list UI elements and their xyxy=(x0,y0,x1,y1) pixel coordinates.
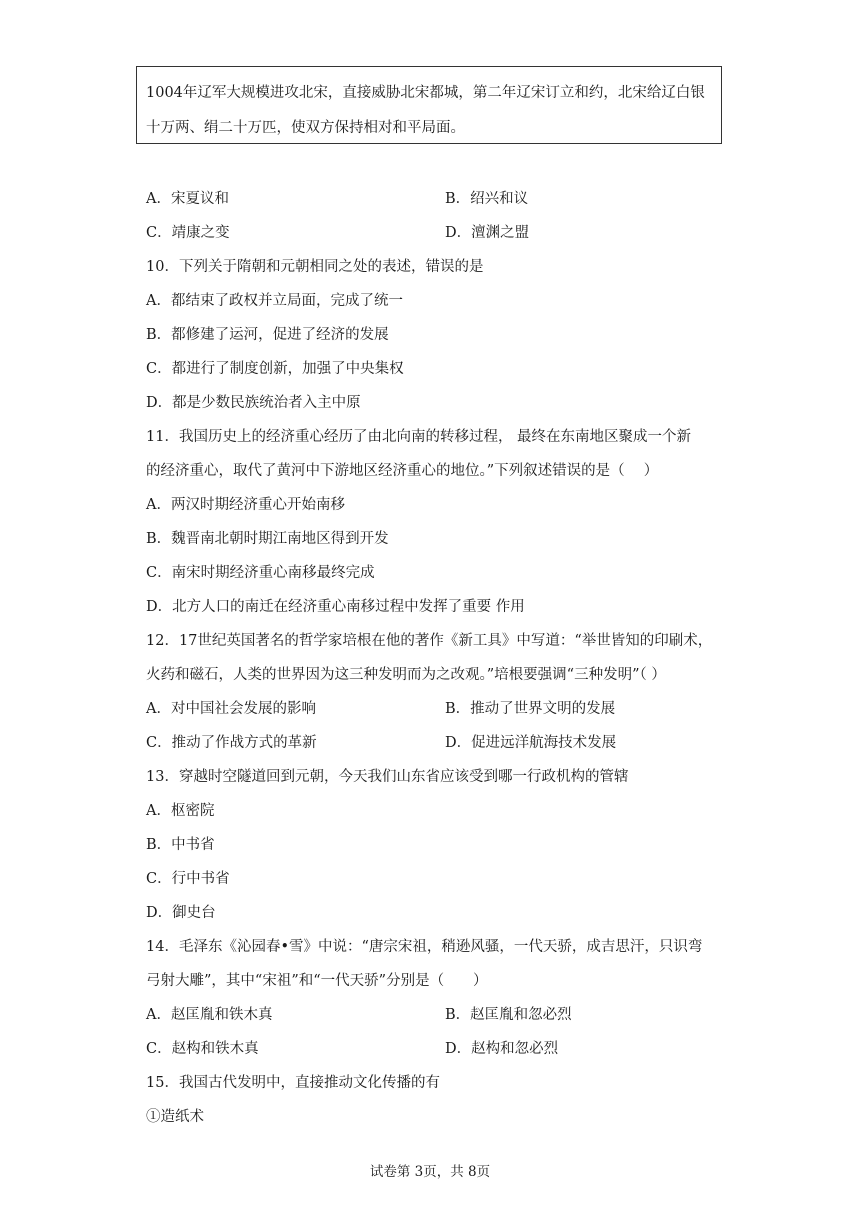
q12-option-b[interactable]: B．推动了世界文明的发展 xyxy=(445,701,616,717)
material-box xyxy=(136,66,722,144)
q13-option-a[interactable]: A．枢密院 xyxy=(146,803,215,819)
q12-option-a[interactable]: A．对中国社会发展的影响 xyxy=(146,701,316,717)
q14-option-b[interactable]: B．赵匡胤和忽必烈 xyxy=(445,1007,572,1023)
q10-option-b[interactable]: B．都修建了运河，促进了经济的发展 xyxy=(146,327,389,343)
q12-stem-line1: 12．17世纪英国著名的哲学家培根在他的著作《新工具》中写道：“举世皆知的印刷术， xyxy=(146,633,713,649)
q10-option-c[interactable]: C．都进行了制度创新，加强了中央集权 xyxy=(146,361,404,377)
material-text: 1004年辽军大规模进攻北宋，直接威胁北宋都城，第二年辽宋订立和约，北宋给辽白银十万两、绢二十万匹，使双方保持相对和平局面。 xyxy=(146,85,705,136)
q11-option-c[interactable]: C．南宋时期经济重心南移最终完成 xyxy=(146,565,375,581)
q15-stem: 15．我国古代发明中，直接推动文化传播的有 xyxy=(146,1075,440,1091)
q10-stem: 10．下列关于隋朝和元朝相同之处的表述，错误的是 xyxy=(146,259,484,275)
q13-stem: 13．穿越时空隧道回到元朝，今天我们山东省应该受到哪一行政机构的管辖 xyxy=(146,769,629,785)
q9-option-b[interactable]: B．绍兴和议 xyxy=(445,191,529,207)
q13-option-c[interactable]: C．行中书省 xyxy=(146,871,230,887)
q9-option-a[interactable]: A．宋夏议和 xyxy=(146,191,229,207)
q14-stem-line1: 14．毛泽东《沁园春•雪》中说：“唐宗宋祖，稍逊风骚，一代天骄，成吉思汗，只识弯 xyxy=(146,939,703,955)
q11-option-d[interactable]: D．北方人口的南迁在经济重心南移过程中发挥了重要 作用 xyxy=(146,599,525,615)
q14-stem-line2: 弓射大雕”，其中“宋祖”和“一代天骄”分别是（ ） xyxy=(146,973,488,989)
q11-stem-line2: 的经济重心，取代了黄河中下游地区经济重心的地位。”下列叙述错误的是（ ） xyxy=(146,463,659,479)
q10-option-a[interactable]: A．都结束了政权并立局面，完成了统一 xyxy=(146,293,403,309)
q12-option-d[interactable]: D．促进远洋航海技术发展 xyxy=(445,735,617,751)
q11-option-a[interactable]: A．两汉时期经济重心开始南移 xyxy=(146,497,345,513)
q13-option-b[interactable]: B．中书省 xyxy=(146,837,215,853)
q11-option-b[interactable]: B．魏晋南北朝时期江南地区得到开发 xyxy=(146,531,389,547)
q10-option-d[interactable]: D．都是少数民族统治者入主中原 xyxy=(146,395,361,411)
q14-option-a[interactable]: A．赵匡胤和铁木真 xyxy=(146,1007,273,1023)
q11-stem-line1: 11．我国历史上的经济重心经历了由北向南的转移过程， 最终在东南地区聚成一个新 xyxy=(146,429,692,445)
q9-option-d[interactable]: D．澶渊之盟 xyxy=(445,225,530,241)
q12-option-c[interactable]: C．推动了作战方式的革新 xyxy=(146,735,317,751)
page-footer: 试卷第 3页，共 8页 xyxy=(369,1164,491,1180)
q12-stem-line2: 火药和磁石，人类的世界因为这三种发明而为之改观。”培根要强调“三种发明”（ ） xyxy=(146,667,666,683)
q13-option-d[interactable]: D．御史台 xyxy=(146,905,216,921)
q14-option-d[interactable]: D．赵构和忽必烈 xyxy=(445,1041,559,1057)
q9-option-c[interactable]: C．靖康之变 xyxy=(146,225,230,241)
q14-option-c[interactable]: C．赵构和铁木真 xyxy=(146,1041,259,1057)
q15-item-1: ①造纸术 xyxy=(146,1109,204,1125)
